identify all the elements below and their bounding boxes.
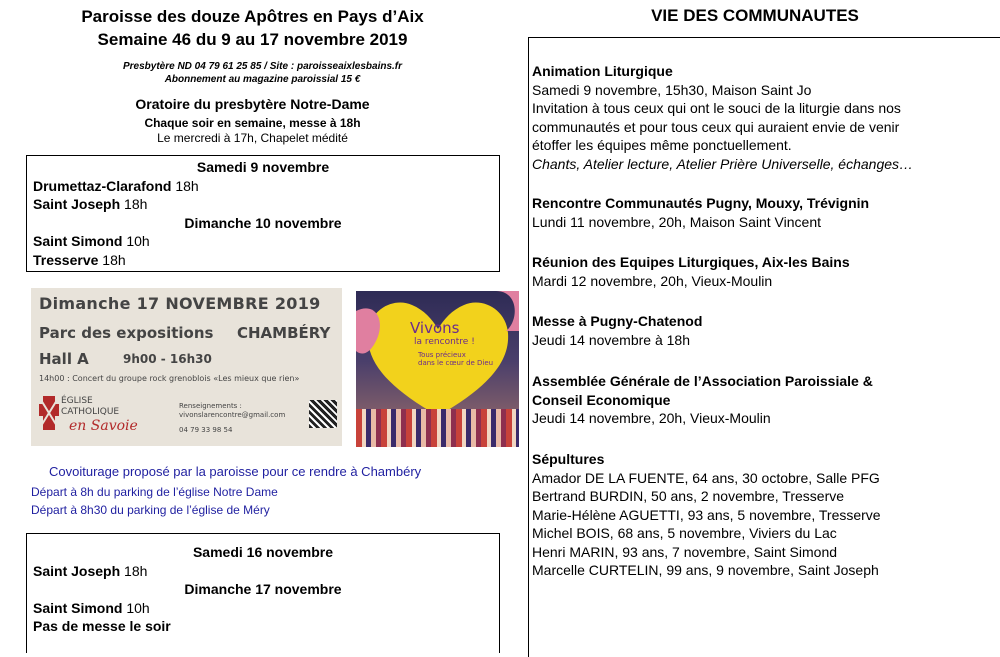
section-line: Invitation à tous ceux qui ont le souci de la liturgie dans nos <box>532 100 901 116</box>
mass-place: Saint Simond <box>33 599 123 616</box>
section-title: Réunion des Equipes Liturgiques, Aix-les Bains <box>532 254 850 270</box>
mass-place: Saint Joseph <box>33 562 121 579</box>
mass-place: Tresserve <box>33 251 99 268</box>
poster-venue: Parc des expositions <box>39 324 214 342</box>
heart-balloon-photo <box>356 291 519 447</box>
mass-row <box>33 232 493 251</box>
poster-title: Dimanche 17 NOVEMBRE 2019 <box>39 294 321 313</box>
section-rencontre-communautes <box>532 194 992 231</box>
mass-time: 18h <box>124 562 148 579</box>
section-line: Marcelle CURTELIN, 99 ans, 9 novembre, Saint Joseph <box>532 562 879 578</box>
section-title: Animation Liturgique <box>532 63 673 79</box>
covoiturage-line3: Départ à 8h30 du parking de l’église de Méry <box>31 503 270 517</box>
heart-line1: Vivons <box>410 319 460 337</box>
mass-row <box>33 562 493 581</box>
poster-city: CHAMBÉRY <box>237 324 331 342</box>
section-title: Sépultures <box>532 451 605 467</box>
section-animation-liturgique <box>532 62 992 173</box>
section-line: Bertrand BURDIN, 50 ans, 2 novembre, Tresserve <box>532 488 845 504</box>
info-label: Renseignements : <box>179 402 242 410</box>
section-line: Michel BOIS, 68 ans, 5 novembre, Viviers du Lac <box>532 525 837 541</box>
section-line: communautés et pour tous ceux qui auraient envie de venir <box>532 118 900 135</box>
info-phone: 04 79 33 98 54 <box>179 426 233 434</box>
section-line: Jeudi 14 novembre, 20h, Vieux-Moulin <box>532 410 771 426</box>
logo-savoie: en Savoie <box>69 418 138 434</box>
heart-line3b: dans le cœur de Dieu <box>418 359 494 367</box>
event-poster <box>31 288 342 446</box>
mass-place: Saint Simond <box>33 233 123 249</box>
subscription-line: Abonnement au magazine paroissial 15 € <box>164 74 361 85</box>
mass-time: 18h <box>102 251 126 268</box>
mass-row <box>33 251 493 270</box>
poster-info <box>179 402 285 420</box>
section-line: Jeudi 14 novembre à 18h <box>532 331 690 348</box>
mass-time: 18h <box>124 196 148 212</box>
heart-line3 <box>418 351 493 367</box>
mass-place: Drumettaz-Clarafond <box>33 177 172 194</box>
covoiturage-line2: Départ à 8h du parking de l’église Notre Dame <box>31 485 278 499</box>
mass-schedule-box-2 <box>26 533 500 653</box>
mass-time: 18h <box>175 177 199 194</box>
mass-row <box>33 195 493 214</box>
logo-line: ÉGLISE <box>61 396 93 406</box>
info-email: vivonslarencontre@gmail.com <box>179 411 286 419</box>
qr-code-icon <box>309 400 337 428</box>
section-line: Henri MARIN, 93 ans, 7 novembre, Saint Simond <box>532 543 838 560</box>
oratoire-line2: Le mercredi à 17h, Chapelet médité <box>157 131 348 145</box>
day-heading: Samedi 16 novembre <box>192 544 334 560</box>
heart-line2: la rencontre ! <box>414 337 475 347</box>
parish-title: Paroisse des douze Apôtres en Pays d’Aix <box>81 7 424 26</box>
section-line: étoffer les équipes même ponctuellement. <box>532 137 792 153</box>
mass-time: 10h <box>126 599 150 616</box>
section-sepultures <box>532 450 992 580</box>
section-title: Assemblée Générale de l’Association Paroissiale & <box>532 373 873 389</box>
mass-note: Pas de messe le soir <box>33 618 171 634</box>
poster-concert: 14h00 : Concert du groupe rock grenoblois «Les mieux que rien» <box>39 374 300 383</box>
logo-line: CATHOLIQUE <box>61 407 120 417</box>
week-line: Semaine 46 du 9 au 17 novembre 2019 <box>97 30 408 49</box>
section-line: Lundi 11 novembre, 20h, Maison Saint Vincent <box>532 213 822 230</box>
section-title: Conseil Economique <box>532 391 671 408</box>
section-line: Samedi 9 novembre, 15h30, Maison Saint Jo <box>532 81 812 98</box>
section-title: Rencontre Communautés Pugny, Mouxy, Trévignin <box>532 195 870 211</box>
mass-schedule-box-1 <box>26 155 500 272</box>
mass-place: Saint Joseph <box>33 196 121 212</box>
poster-hall: Hall A <box>39 350 89 368</box>
section-title: Messe à Pugny-Chatenod <box>532 313 703 329</box>
mass-row <box>33 599 493 618</box>
heart-line3a: Tous précieux <box>418 351 466 359</box>
section-assemblee-generale <box>532 372 992 428</box>
covoiturage-line1: Covoiturage proposé par la paroisse pour ce rendre à Chambéry <box>49 464 422 479</box>
contact-line: Presbytère ND 04 79 61 25 85 / Site : paroisseaixlesbains.fr <box>122 61 403 72</box>
church-logo-icon <box>39 396 59 430</box>
day-heading: Dimanche 17 novembre <box>184 581 342 597</box>
oratoire-title: Oratoire du presbytère Notre-Dame <box>135 96 370 112</box>
oratoire-line1: Chaque soir en semaine, messe à 18h <box>144 116 361 130</box>
section-italic-line: Chants, Atelier lecture, Atelier Prière Universelle, échanges… <box>532 155 914 172</box>
section-messe-pugny <box>532 312 992 349</box>
day-heading: Dimanche 10 novembre <box>184 214 342 231</box>
right-column-title: VIE DES COMMUNAUTES <box>651 6 859 25</box>
section-line: Mardi 12 novembre, 20h, Vieux-Moulin <box>532 272 773 289</box>
section-line: Marie-Hélène AGUETTI, 93 ans, 5 novembre, Tresserve <box>532 506 881 523</box>
poster-hours: 9h00 - 16h30 <box>123 352 212 366</box>
section-line: Amador DE LA FUENTE, 64 ans, 30 octobre, Salle PFG <box>532 469 880 486</box>
section-reunion-equipes <box>532 253 992 290</box>
logo-text <box>61 396 119 418</box>
mass-time: 10h <box>126 233 150 249</box>
crowd-image <box>356 409 519 447</box>
day-heading: Samedi 9 novembre <box>196 159 330 175</box>
mass-row <box>33 177 493 196</box>
